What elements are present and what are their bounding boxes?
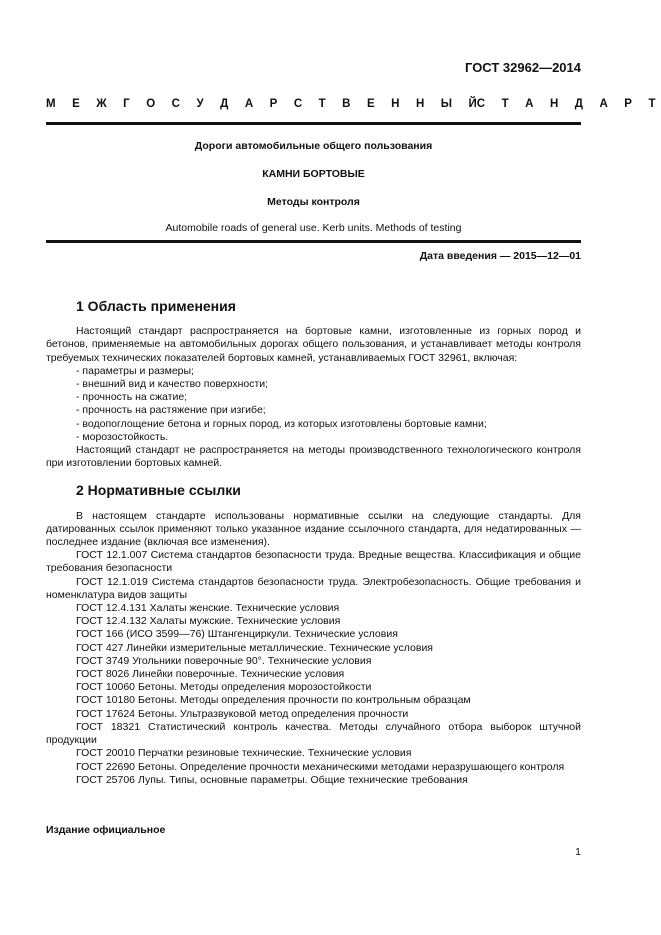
banner-letter: Д bbox=[220, 98, 229, 110]
reference-item: ГОСТ 427 Линейки измерительные металлические. Технические условия bbox=[76, 641, 433, 654]
banner-letter: Д bbox=[574, 98, 583, 110]
list-item: - морозостойкость. bbox=[76, 430, 169, 443]
reference-item: ГОСТ 18321 Статистический контроль качества. Методы случайного отбора выборок штучной продукции bbox=[46, 720, 581, 747]
standard-banner bbox=[46, 98, 656, 110]
reference-item: ГОСТ 25706 Лупы. Типы, основные параметры. Общие технические требования bbox=[76, 773, 468, 786]
title-english: Automobile roads of general use. Kerb units. Methods of testing bbox=[165, 222, 462, 234]
banner-letter: Р bbox=[269, 98, 278, 110]
banner-word-interstate bbox=[46, 98, 477, 110]
section-2-paragraph: В настоящем стандарте использованы нормативные ссылки на следующие стандарты. Для датированных ссылок применяют только указанное издание ссылочного стандарта, для недатированных — последнее издание (включая все изменения). bbox=[46, 509, 581, 549]
page-number: 1 bbox=[575, 846, 581, 858]
banner-letter: Е bbox=[366, 98, 375, 110]
banner-letter: Т bbox=[318, 98, 326, 110]
section-1-paragraph-2: Настоящий стандарт не распространяется на методы производственного технологического контроля при изготовлении бортовых камней. bbox=[46, 444, 581, 470]
banner-letter: О bbox=[146, 98, 156, 110]
banner-letter: А bbox=[244, 98, 254, 110]
banner-letter: Е bbox=[72, 98, 80, 110]
title-methods: Методы контроля bbox=[267, 196, 360, 208]
banner-letter: А bbox=[525, 98, 534, 110]
reference-item: ГОСТ 8026 Линейки поверочные. Технические условия bbox=[76, 668, 345, 681]
banner-letter: Ж bbox=[96, 98, 107, 110]
banner-letter: С bbox=[293, 98, 303, 110]
banner-letter: А bbox=[599, 98, 608, 110]
top-rule bbox=[46, 122, 581, 125]
introduction-date: Дата введения — 2015—12—01 bbox=[419, 250, 581, 262]
banner-letter: В bbox=[342, 98, 351, 110]
section-1-heading: 1 Область применения bbox=[76, 298, 236, 314]
edition-label: Издание официальное bbox=[46, 824, 166, 836]
banner-letter: Р bbox=[624, 98, 632, 110]
banner-letter: Ы bbox=[440, 98, 453, 110]
reference-item: ГОСТ 12.1.019 Система стандартов безопасности труда. Электробезопасность. Общие требования и номенклатура видов защиты bbox=[46, 575, 581, 601]
reference-item: ГОСТ 17624 Бетоны. Ультразвуковой метод определения прочности bbox=[76, 707, 409, 720]
banner-letter: Н bbox=[391, 98, 400, 110]
title-kerb-stones: КАМНИ БОРТОВЫЕ bbox=[262, 168, 365, 180]
title-road-type: Дороги автомобильные общего пользования bbox=[194, 140, 433, 152]
document-id: ГОСТ 32962—2014 bbox=[465, 60, 581, 75]
reference-item: ГОСТ 10060 Бетоны. Методы определения морозостойкости bbox=[76, 681, 372, 694]
reference-item: ГОСТ 166 (ИСО 3599—76) Штангенциркули. Технические условия bbox=[76, 628, 398, 641]
section-1-list bbox=[46, 365, 581, 444]
banner-letter: С bbox=[476, 98, 486, 110]
banner-letter: Н bbox=[415, 98, 425, 110]
reference-item: ГОСТ 10180 Бетоны. Методы определения прочности по контрольным образцам bbox=[76, 694, 471, 707]
document-body bbox=[46, 300, 581, 787]
banner-letter: Н bbox=[549, 98, 559, 110]
list-item: - водопоглощение бетона и горных пород, из которых изготовлены бортовые камни; bbox=[76, 417, 487, 430]
section-2 bbox=[46, 484, 581, 786]
banner-word-standard bbox=[477, 98, 656, 110]
reference-item: ГОСТ 12.1.007 Система стандартов безопасности труда. Вредные вещества. Классификация и общие требования безопасности bbox=[46, 549, 581, 575]
bottom-rule bbox=[46, 240, 581, 243]
section-2-heading: 2 Нормативные ссылки bbox=[76, 482, 241, 499]
banner-letter: У bbox=[196, 98, 204, 110]
list-item: - внешний вид и качество поверхности; bbox=[76, 378, 269, 391]
banner-letter: С bbox=[171, 98, 180, 110]
banner-letter: Й bbox=[468, 98, 477, 110]
title-block bbox=[46, 136, 581, 234]
reference-item: ГОСТ 12.4.132 Халаты мужские. Технические условия bbox=[76, 615, 341, 628]
reference-item: ГОСТ 22690 Бетоны. Определение прочности механическими методами неразрушающего контроля bbox=[76, 760, 565, 773]
banner-letter: М bbox=[46, 98, 56, 110]
banner-letter: Т bbox=[648, 98, 656, 110]
reference-item: ГОСТ 20010 Перчатки резиновые технические. Технические условия bbox=[76, 747, 412, 760]
banner-letter: Г bbox=[123, 98, 130, 110]
banner-letter: Т bbox=[501, 98, 509, 110]
reference-item: ГОСТ 3749 Угольники поверочные 90°. Технические условия bbox=[76, 654, 372, 667]
list-item: - параметры и размеры; bbox=[76, 364, 194, 377]
reference-item: ГОСТ 12.4.131 Халаты женские. Технические условия bbox=[76, 602, 340, 615]
list-item: - прочность на сжатие; bbox=[76, 391, 188, 404]
list-item: - прочность на растяжение при изгибе; bbox=[76, 404, 266, 417]
section-1-paragraph: Настоящий стандарт распространяется на бортовые камни, изготовленные из горных пород и бетонов, применяемые на автомобильных дорогах общего пользования, и устанавливает методы контроля требуемых технических показателей бортовых камней, устанавливаемых ГОСТ 32961, включая: bbox=[46, 325, 581, 364]
